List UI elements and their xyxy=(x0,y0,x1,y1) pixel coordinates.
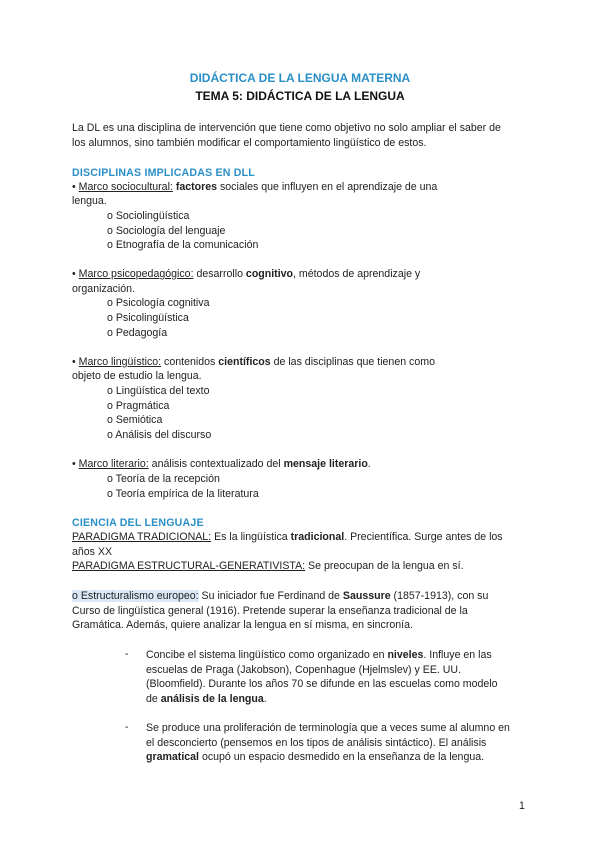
list-item: o Pedagogía xyxy=(107,327,168,339)
list-item: o Etnografía de la comunicación xyxy=(107,239,259,251)
marco-label: Marco psicopedagógico: xyxy=(78,268,194,280)
bold-term: Saussure xyxy=(342,590,391,602)
paradigma-tradicional xyxy=(72,530,503,545)
paradigma-estructural xyxy=(72,559,464,574)
point2-line-1: Se produce una proliferación de terminología que a veces sume al alumno en xyxy=(146,722,510,734)
section-heading-ciencia: CIENCIA DEL LENGUAJE xyxy=(72,517,204,529)
list-item: o Semiótica xyxy=(107,414,163,426)
marco-label: Marco lingüístico: xyxy=(78,356,162,368)
point-text: ocupó un espacio desmedido en la enseñanza de la lengua. xyxy=(199,751,485,763)
list-item: o Psicología cognitiva xyxy=(107,297,210,309)
intro-line-2: los alumnos, sino también modificar el comportamiento lingüístico de estos. xyxy=(72,137,427,149)
list-item: o Lingüística del texto xyxy=(107,385,210,397)
paradigma-text: . Precientífica. Surge antes de los xyxy=(344,531,503,543)
bold-term: tradicional xyxy=(290,531,345,543)
point-text: . Influye en las xyxy=(423,649,492,661)
marco-text: sociales que influyen en el aprendizaje de una xyxy=(217,181,438,193)
point-text: . xyxy=(263,693,267,705)
bullet: • xyxy=(72,356,76,368)
estructuralismo-europeo xyxy=(72,589,488,604)
marco-continuation: organización. xyxy=(72,283,136,295)
bold-term: factores xyxy=(175,181,218,193)
marco-text: contenidos xyxy=(161,356,219,368)
bullet: • xyxy=(72,458,76,470)
bold-term: cognitivo xyxy=(245,268,294,280)
marco-sociocultural xyxy=(72,180,437,195)
marco-linguistico xyxy=(72,355,435,370)
marco-text: desarrollo xyxy=(193,268,246,280)
section-heading-disciplinas: DISCIPLINAS IMPLICADAS EN DLL xyxy=(72,167,255,179)
intro-line-1: La DL es una disciplina de intervención que tiene como objetivo no solo ampliar el saber de xyxy=(72,122,501,134)
list-item: o Teoría de la recepción xyxy=(107,473,220,485)
marco-label: Marco literario: xyxy=(78,458,149,470)
list-item: o Pragmática xyxy=(107,400,170,412)
paradigma-label: PARADIGMA TRADICIONAL: xyxy=(72,531,212,543)
bullet: • xyxy=(72,181,76,193)
bold-term: análisis de la lengua xyxy=(160,693,264,705)
marco-text: análisis contextualizado del xyxy=(148,458,284,470)
document-title: DIDÁCTICA DE LA LENGUA MATERNA xyxy=(189,71,411,85)
page-number: 1 xyxy=(519,800,525,812)
point1-line-2: escuelas de Praga (Jakobson), Copenhague (Hjelmslev) y EE. UU. xyxy=(146,664,462,676)
list-item: o Análisis del discurso xyxy=(107,429,212,441)
point1-line-1 xyxy=(146,648,492,663)
marco-psicopedagogico xyxy=(72,267,420,282)
point2-line-3 xyxy=(146,750,484,765)
point-text: Concibe el sistema lingüístico como organizado en xyxy=(146,649,388,661)
marco-text: de las disciplinas que tienen como xyxy=(270,356,435,368)
marco-text: , métodos de aprendizaje y xyxy=(293,268,421,280)
bold-term: científicos xyxy=(218,356,271,368)
marco-text: . xyxy=(367,458,371,470)
marco-continuation: objeto de estudio la lengua. xyxy=(72,370,202,382)
point2-line-2: el desconcierto (pensemos en los tipos de análisis sintáctico). El análisis xyxy=(146,737,487,749)
marco-literario xyxy=(72,457,371,472)
point-text: de xyxy=(146,693,161,705)
europeo-text: Su iniciador fue Ferdinand de xyxy=(198,590,343,602)
paradigma-label: PARADIGMA ESTRUCTURAL-GENERATIVISTA: xyxy=(72,560,306,572)
point1-line-3: (Bloomfield). Durante los años 70 se difunde en las escuelas como modelo xyxy=(146,678,498,690)
list-item: o Psicolingüística xyxy=(107,312,189,324)
bold-term: niveles xyxy=(387,649,424,661)
highlighted-label: o Estructuralismo europeo: xyxy=(72,590,199,602)
europeo-line: Curso de lingüística general (1916). Pretende superar la enseñanza tradicional de la xyxy=(72,605,468,617)
point1-line-4 xyxy=(146,692,267,707)
bullet: • xyxy=(72,268,76,280)
list-item: o Teoría empírica de la literatura xyxy=(107,488,259,500)
europeo-line: Gramática. Además, quiere analizar la lengua en sí misma, en sincronía. xyxy=(72,619,413,631)
list-item: o Sociolingüística xyxy=(107,210,190,222)
marco-label: Marco sociocultural: xyxy=(78,181,173,193)
paradigma-continuation: años XX xyxy=(72,546,113,558)
document-subtitle: TEMA 5: DIDÁCTICA DE LA LENGUA xyxy=(195,89,405,103)
bold-term: gramatical xyxy=(146,751,199,763)
paradigma-text: Se preocupan de la lengua en sí. xyxy=(305,560,464,572)
europeo-text: (1857-1913), con su xyxy=(390,590,489,602)
list-item: o Sociología del lenguaje xyxy=(107,225,226,237)
dash-marker: - xyxy=(125,721,129,733)
dash-marker: - xyxy=(125,648,129,660)
paradigma-text: Es la lingüística xyxy=(211,531,291,543)
marco-continuation: lengua. xyxy=(72,195,107,207)
bold-term: mensaje literario xyxy=(283,458,368,470)
